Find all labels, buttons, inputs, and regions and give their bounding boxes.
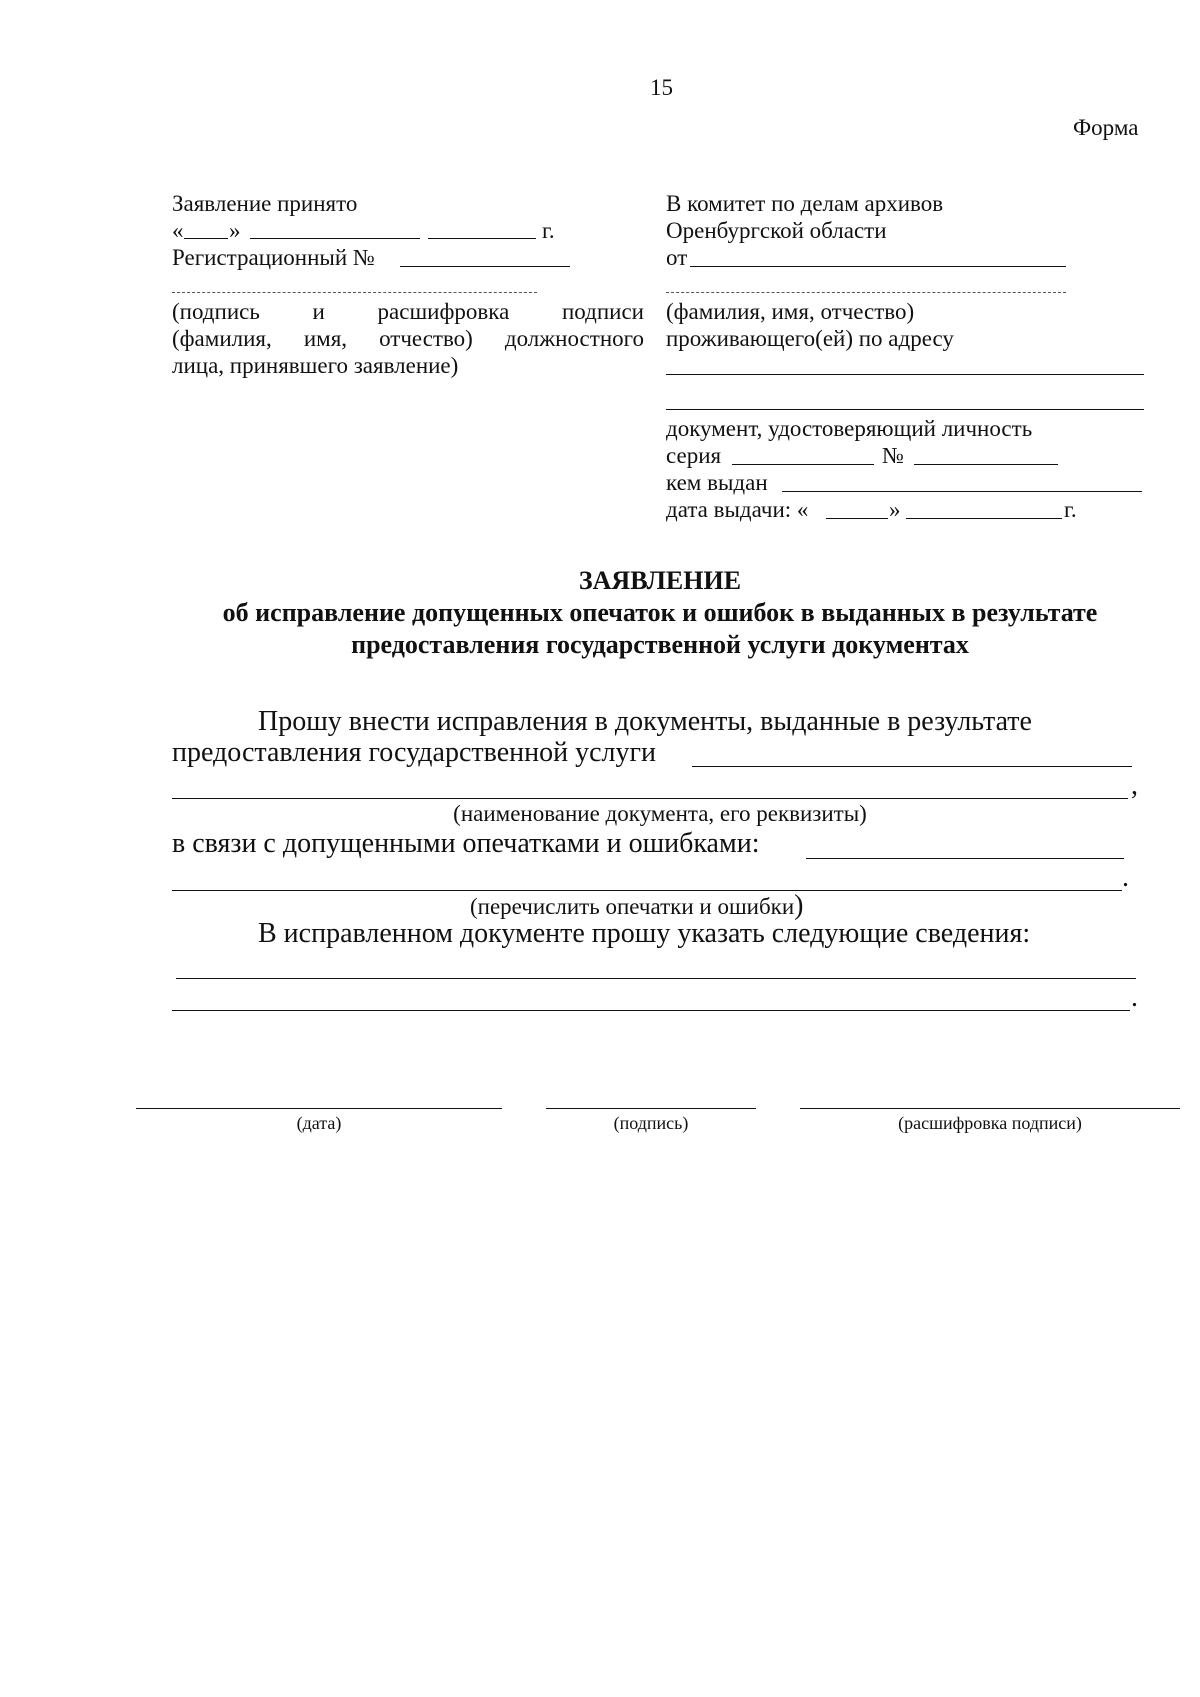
series-blank[interactable] bbox=[732, 464, 874, 465]
request-line2: предоставления государственной услуги bbox=[172, 737, 656, 768]
addressee-line1: В комитет по делам архивов bbox=[666, 191, 944, 216]
id-document-label: документ, удостоверяющий личность bbox=[666, 416, 1033, 441]
issued-by-blank[interactable] bbox=[782, 491, 1142, 492]
signature-decode-line[interactable] bbox=[800, 1108, 1180, 1109]
day-blank[interactable] bbox=[184, 238, 228, 239]
date-open-quote: « bbox=[172, 218, 184, 243]
signature-decode-hint: (расшифровка подписи) bbox=[898, 1113, 1082, 1133]
issue-date-label: дата выдачи: « bbox=[666, 497, 809, 522]
applicant-name-blank-2[interactable] bbox=[666, 292, 1066, 293]
fio-hint: (фамилия, имя, отчество) bbox=[666, 299, 915, 324]
from-label: от bbox=[666, 245, 688, 270]
date-hint: (дата) bbox=[296, 1113, 342, 1133]
period-1: . bbox=[1122, 862, 1129, 893]
sig-hint-line2 bbox=[172, 325, 644, 352]
issue-year-suffix: г. bbox=[1064, 497, 1077, 522]
date-signature-line[interactable] bbox=[136, 1108, 502, 1109]
document-title: ЗАЯВЛЕНИЕ bbox=[578, 566, 742, 595]
official-signature-blank[interactable] bbox=[172, 292, 537, 293]
issue-day-blank[interactable] bbox=[826, 518, 888, 519]
comma: , bbox=[1131, 770, 1138, 801]
errors-blank-1[interactable] bbox=[806, 858, 1124, 859]
number-label: № bbox=[882, 443, 904, 468]
correction-blank-2[interactable] bbox=[172, 1010, 1130, 1011]
signature-hint: (подпись) bbox=[613, 1113, 689, 1133]
page-number: 15 bbox=[650, 75, 673, 100]
date-close-quote: » bbox=[229, 218, 241, 243]
year-blank[interactable] bbox=[428, 238, 536, 239]
correction-blank-1[interactable] bbox=[176, 978, 1136, 979]
series-label: серия bbox=[666, 443, 722, 468]
issue-date-close: » bbox=[889, 497, 901, 522]
errors-hint bbox=[470, 892, 803, 920]
errors-hint-paren: ) bbox=[794, 890, 804, 921]
errors-label: в связи с допущенными опечатками и ошибками: bbox=[172, 828, 760, 859]
service-blank[interactable] bbox=[692, 766, 1132, 767]
sig-word: (подпись bbox=[172, 299, 260, 324]
document-subtitle-line1: об исправление допущенных опечаток и ошибок в выданных в результате bbox=[222, 598, 1098, 627]
sig-word: расшифровка bbox=[377, 299, 510, 324]
document-subtitle-line2: предоставления государственной услуги документах bbox=[351, 630, 969, 659]
reg-number-blank[interactable] bbox=[400, 266, 570, 267]
sig-hint-line1 bbox=[172, 298, 644, 325]
signature-line[interactable] bbox=[546, 1108, 756, 1109]
errors-blank-2[interactable] bbox=[172, 890, 1122, 891]
month-blank[interactable] bbox=[250, 238, 420, 239]
address-label: проживающего(ей) по адресу bbox=[666, 326, 954, 351]
number-blank[interactable] bbox=[914, 464, 1058, 465]
accepted-text: Заявление принято bbox=[172, 191, 358, 216]
sig-hint-line3: лица, принявшего заявление) bbox=[172, 353, 459, 378]
period-2: . bbox=[1131, 982, 1138, 1013]
issue-month-blank[interactable] bbox=[906, 518, 1062, 519]
year-suffix: г. bbox=[542, 218, 555, 243]
sig-word: имя, bbox=[303, 326, 348, 351]
sig-word: подписи bbox=[561, 299, 644, 324]
sig-word: и bbox=[312, 299, 325, 324]
errors-hint-text: (перечислить опечатки и ошибки bbox=[470, 894, 795, 919]
form-label: Форма bbox=[1073, 115, 1139, 140]
document-name-blank[interactable] bbox=[172, 798, 1128, 799]
addressee-line2: Оренбургской области bbox=[666, 218, 887, 243]
address-blank-1[interactable] bbox=[666, 374, 1144, 375]
issued-by-label: кем выдан bbox=[666, 470, 768, 495]
address-blank-2[interactable] bbox=[666, 409, 1144, 410]
document-name-hint: (наименование документа, его реквизиты) bbox=[453, 801, 867, 826]
correction-request: В исправленном документе прошу указать следующие сведения: bbox=[258, 918, 1031, 949]
sig-word: отчество) bbox=[379, 326, 473, 351]
request-line1: Прошу внести исправления в документы, выданные в результате bbox=[258, 706, 1032, 737]
reg-number-label: Регистрационный № bbox=[172, 245, 375, 270]
sig-word: должностного bbox=[504, 326, 644, 351]
applicant-name-blank[interactable] bbox=[690, 266, 1066, 267]
sig-word: (фамилия, bbox=[172, 326, 272, 351]
